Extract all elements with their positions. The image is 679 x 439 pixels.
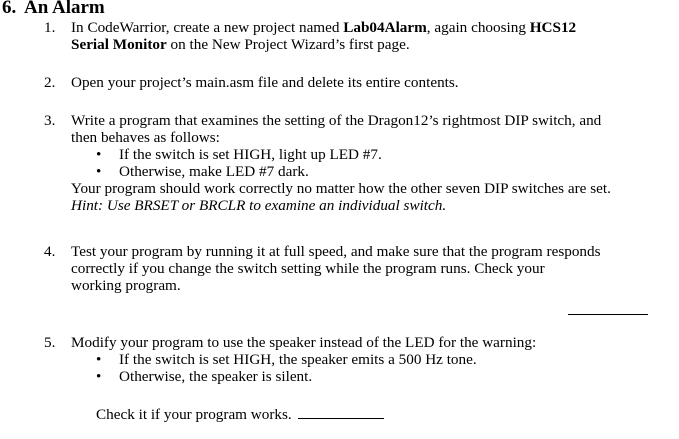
item-number: 4. [44,243,56,260]
item-number: 2. [44,74,56,91]
instruction-item-4 [44,243,671,294]
section-number: 6. [2,0,17,18]
list-item: • If the switch is set HIGH, light up LED #7. [96,146,382,163]
list-item: • Otherwise, make LED #7 dark. [96,163,309,180]
check-blank-line[interactable] [298,406,384,419]
bullet-icon: • [96,163,102,180]
instruction-item-2 [44,74,671,91]
item-3-bullet-list [71,146,671,180]
item-4-line-1: Test your program by running it at full speed, and make sure that the program responds [71,243,601,260]
monitor-name: Serial Monitor [71,36,167,53]
check-blank-line[interactable] [568,314,648,315]
item-2-text: Open your project’s main.asm file and delete its entire contents. [71,74,459,91]
section-title: An Alarm [24,0,105,18]
item-3-hint: Hint: Use BRSET or BRCLR to examine an individual switch. [71,197,447,214]
item-5-line-1: Modify your program to use the speaker instead of the LED for the warning: [71,334,537,351]
item-3-line-1: Write a program that examines the setting of the Dragon12’s rightmost DIP switch, and [71,112,602,129]
bullet-icon: • [96,368,102,385]
item-1-line-2: Serial Monitor on the New Project Wizard’s first page. [71,36,410,53]
bullet-icon: • [96,351,102,368]
section-heading [2,0,105,19]
item-number: 1. [44,19,56,36]
item-3-line-2: then behaves as follows: [71,129,220,146]
item-3-after: Your program should work correctly no matter how the other seven DIP switches are set. [71,180,611,197]
item-4-line-2: correctly if you change the switch setting while the program runs. Check your [71,260,545,277]
list-item: • Otherwise, the speaker is silent. [96,368,313,385]
item-4-line-3: working program. [71,277,181,294]
instruction-item-5 [44,334,671,385]
instruction-item-3 [44,112,671,214]
item-number: 5. [44,334,56,351]
instruction-item-1 [44,19,671,53]
board-name: HCS12 [529,19,577,36]
item-5-bullet-list [71,351,671,385]
bullet-icon: • [96,146,102,163]
item-1-line-1: In CodeWarrior, create a new project named Lab04Alarm, again choosing HCS12 [71,19,577,36]
list-item: • If the switch is set HIGH, the speaker emits a 500 Hz tone. [96,351,477,368]
item-5-check: Check it if your program works. [96,406,384,423]
item-number: 3. [44,112,56,129]
project-name: Lab04Alarm [343,19,427,36]
